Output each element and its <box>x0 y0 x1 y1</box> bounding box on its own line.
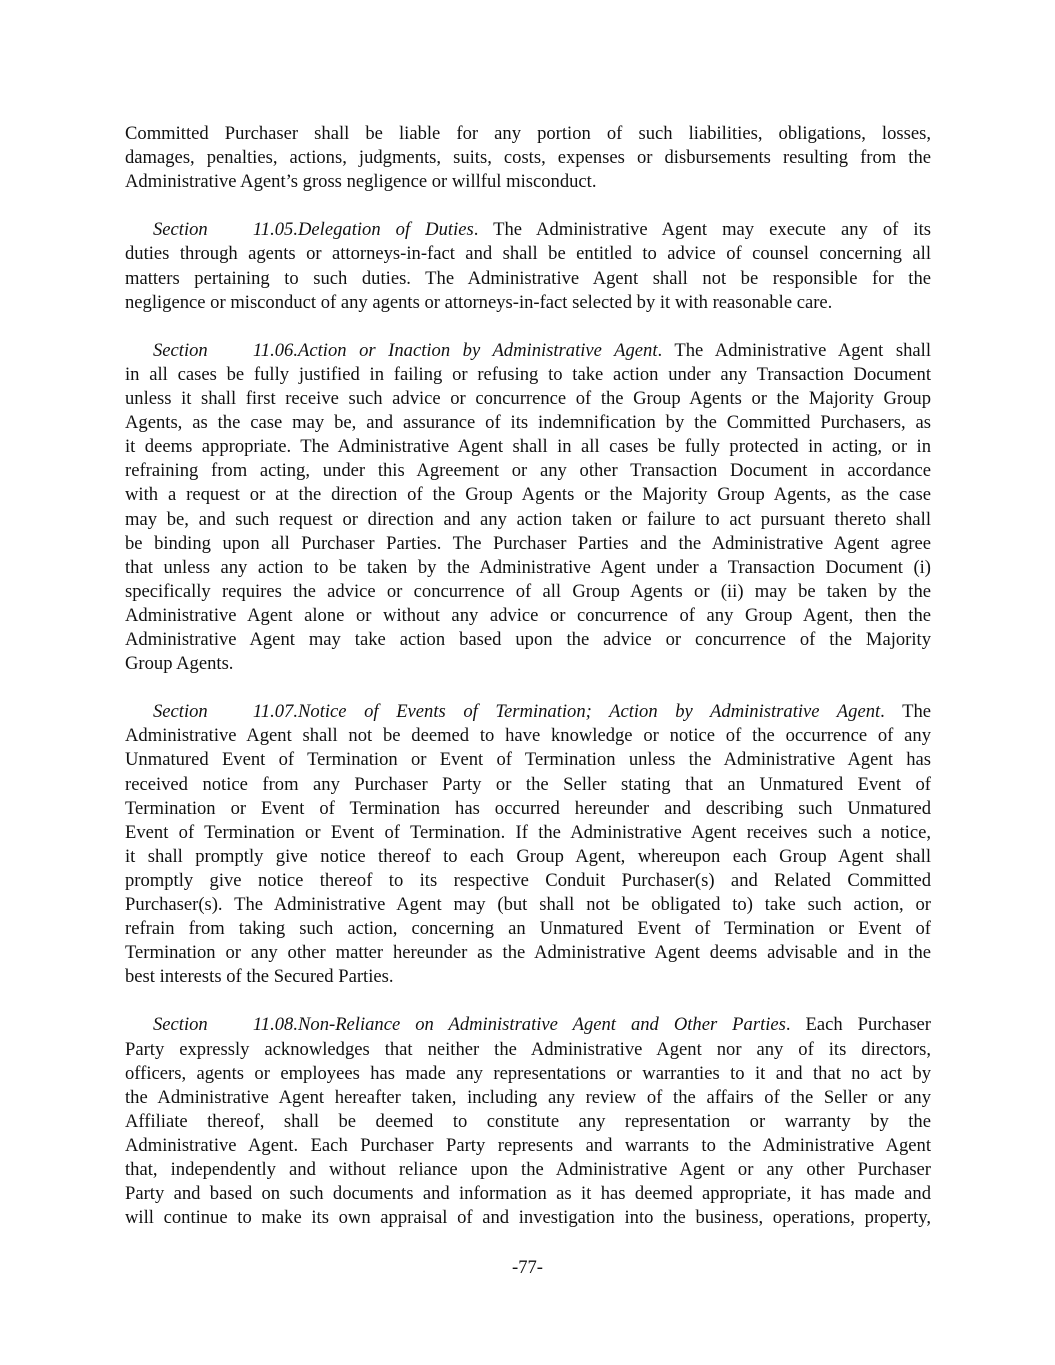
paragraph-line: be binding upon all Purchaser Parties. The Purchaser Parties and the Administrative Agent agree <box>125 532 931 554</box>
paragraph-line: Event of Termination or Event of Termination. If the Administrative Agent receives such a notice, <box>125 821 931 843</box>
section-number: Section 11.07. <box>153 701 298 723</box>
section-paragraph <box>125 700 931 989</box>
paragraph-line <box>125 339 931 363</box>
paragraph-line: Party expressly acknowledges that neither the Administrative Agent nor any of its directors, <box>125 1038 931 1060</box>
section-first-line-text: . Each Purchaser <box>785 1014 931 1036</box>
paragraph-line: Group Agents. <box>125 653 234 675</box>
paragraph-line: Administrative Agent may take action based upon the advice or concurrence of the Majority <box>125 628 931 650</box>
paragraph-line: duties through agents or attorneys-in-fact and shall be entitled to advice of counsel concerning all <box>125 243 931 265</box>
paragraph-line: Committed Purchaser shall be liable for any portion of such liabilities, obligations, losses, <box>125 123 931 144</box>
section-paragraph <box>125 1013 931 1230</box>
paragraph-line: specifically requires the advice or concurrence of all Group Agents or (ii) may be taken by the <box>125 580 931 602</box>
paragraph-line: promptly give notice thereof to its respective Conduit Purchaser(s) and Related Committed <box>125 869 931 891</box>
paragraph-line: officers, agents or employees has made any representations or warranties to it and that no act by <box>125 1062 931 1084</box>
section-first-line-text: . The <box>880 701 931 723</box>
page-number: -77- <box>512 1257 543 1278</box>
document-body <box>125 122 931 1254</box>
paragraph-line: Termination or any other matter hereunder as the Administrative Agent deems advisable and in the <box>125 942 931 964</box>
paragraph-line: it shall promptly give notice thereof to each Group Agent, whereupon each Group Agent shall <box>125 845 931 867</box>
section-number: Section 11.05. <box>153 219 298 241</box>
section-paragraph <box>125 218 931 314</box>
section-title: Action or Inaction by Administrative Agent <box>298 339 658 361</box>
section-title: Notice of Events of Termination; Action by Administrative Agent <box>298 701 881 723</box>
paragraph-line: Administrative Agent alone or without any advice or concurrence of any Group Agent, then the <box>125 604 931 626</box>
paragraph-line: received notice from any Purchaser Party or the Seller stating that an Unmatured Event of <box>125 773 931 795</box>
paragraph-line: matters pertaining to such duties. The Administrative Agent shall not be responsible for the <box>125 267 931 289</box>
paragraph-line: Party and based on such documents and information as it has deemed appropriate, it has made and <box>125 1183 931 1205</box>
paragraph-line: that, independently and without reliance upon the Administrative Agent or any other Purchaser <box>125 1159 931 1181</box>
paragraph-line: in all cases be fully justified in failing or refusing to take action under any Transaction Document <box>125 363 931 385</box>
section-paragraph <box>125 339 931 676</box>
paragraph-line <box>125 1013 931 1037</box>
paragraph-line: refraining from acting, under this Agreement or any other Transaction Document in accordance <box>125 460 931 482</box>
section-title: Non-Reliance on Administrative Agent and Other Parties <box>298 1014 786 1036</box>
paragraph-line: Unmatured Event of Termination or Event of Termination unless the Administrative Agent has <box>125 749 931 771</box>
paragraph-line: refrain from taking such action, concerning an Unmatured Event of Termination or Event of <box>125 918 931 940</box>
paragraph-line: the Administrative Agent hereafter taken, including any review of the affairs of the Seller or any <box>125 1086 931 1108</box>
paragraph-line: Purchaser(s). The Administrative Agent may (but shall not be obligated to) take such action, or <box>125 894 931 915</box>
paragraph-line: best interests of the Secured Parties. <box>125 966 394 988</box>
paragraph-line: Affiliate thereof, shall be deemed to constitute any representation or warranty by the <box>125 1110 931 1132</box>
section-title: Delegation of Duties <box>298 219 474 241</box>
paragraph-line: that unless any action to be taken by the Administrative Agent under a Transaction Document (i) <box>125 556 931 578</box>
paragraph <box>125 122 931 194</box>
paragraph-line: damages, penalties, actions, judgments, suits, costs, expenses or disbursements resulting from the <box>125 147 931 169</box>
paragraph-line: Agents, as the case may be, and assurance of its indemnification by the Committed Purchasers, as <box>125 412 931 434</box>
section-first-line-text: . The Administrative Agent shall <box>657 339 931 361</box>
section-first-line-text: . The Administrative Agent may execute any of its <box>473 219 931 241</box>
paragraph-line: may be, and such request or direction and any action taken or failure to act pursuant thereto shall <box>125 508 931 530</box>
paragraph-line: negligence or misconduct of any agents or attorneys-in-fact selected by it with reasonable care. <box>125 291 833 313</box>
section-number: Section 11.08. <box>153 1014 298 1036</box>
paragraph-line: Administrative Agent. Each Purchaser Party represents and warrants to the Administrative Agent <box>125 1134 931 1156</box>
paragraph-line <box>125 218 931 242</box>
paragraph-line: Administrative Agent shall not be deemed to have knowledge or notice of the occurrence of any <box>125 725 931 747</box>
paragraph-line: unless it shall first receive such advice or concurrence of the Group Agents or the Majority Group <box>125 388 931 410</box>
paragraph-line: with a request or at the direction of the Group Agents or the Majority Group Agents, as the case <box>125 484 931 506</box>
paragraph-line: will continue to make its own appraisal of and investigation into the business, operations, property, <box>125 1207 931 1229</box>
section-number: Section 11.06. <box>153 339 298 361</box>
paragraph-line: Termination or Event of Termination has occurred hereunder and describing such Unmatured <box>125 797 931 819</box>
paragraph-line: Administrative Agent’s gross negligence or willful misconduct. <box>125 171 597 193</box>
paragraph-line: it deems appropriate. The Administrative Agent shall in all cases be fully protected in acting, or in <box>125 436 931 458</box>
paragraph-line <box>125 700 931 724</box>
